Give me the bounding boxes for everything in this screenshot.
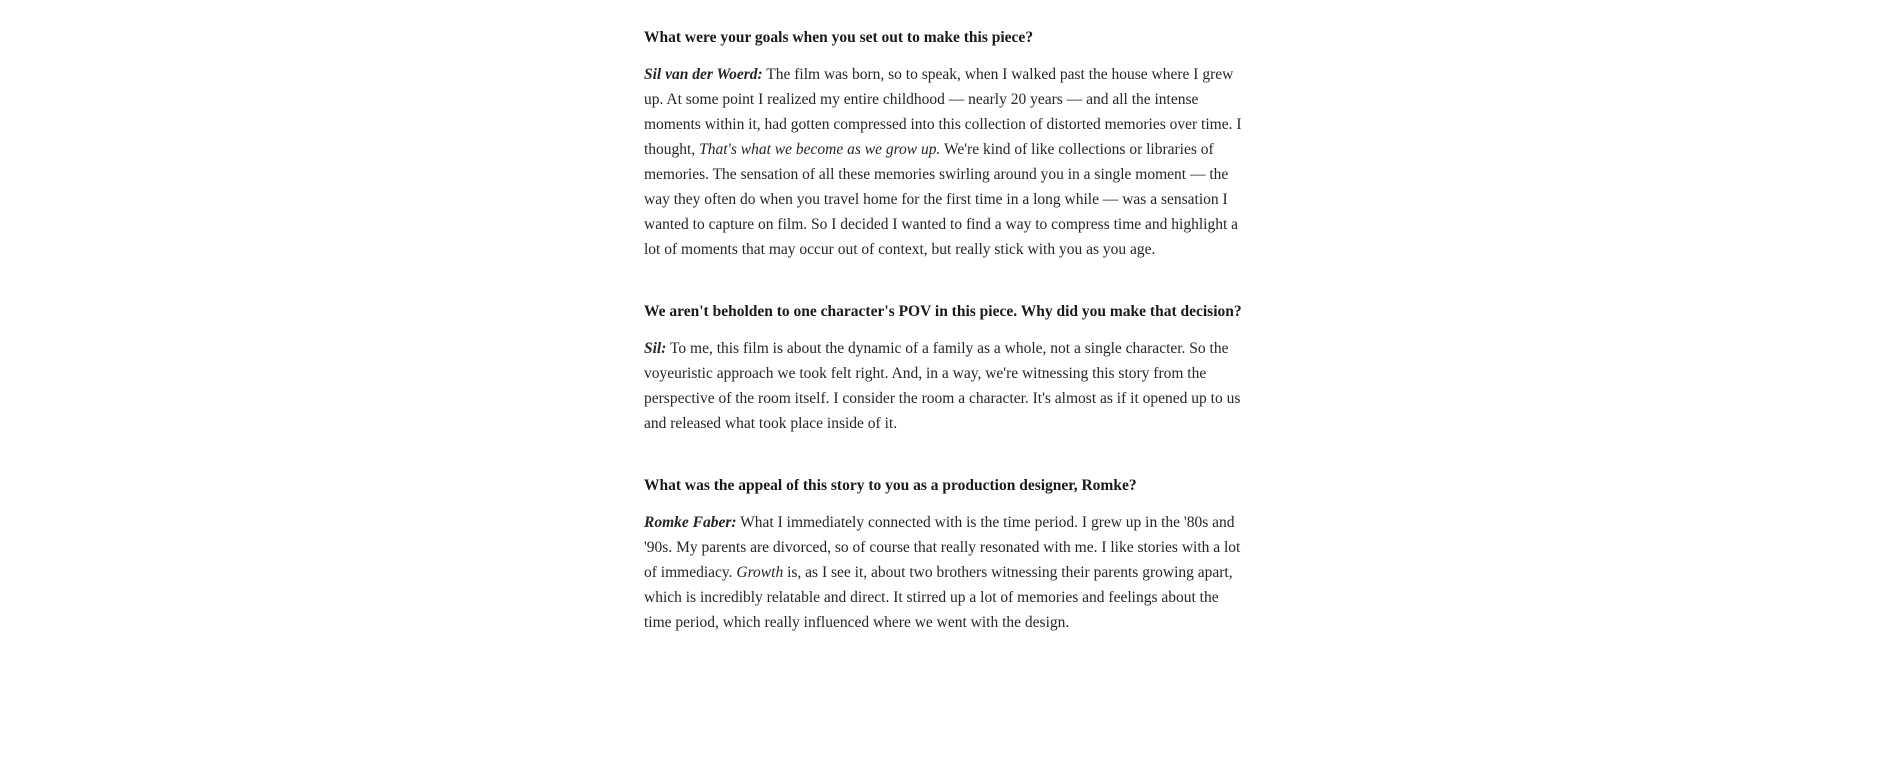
question-heading: What were your goals when you set out to make this piece? bbox=[644, 29, 1034, 46]
interview-section-pov bbox=[644, 300, 1248, 436]
answer-text: The film was born, so to speak, when I walked past the house where I grew up. At some point I realized my entire childhood — nearly 20 years — and all the intense moments within it, had gotten compressed into this collection of distorted memories over time. I thought, bbox=[644, 66, 1242, 158]
question-heading: We aren't beholden to one character's POV in this piece. Why did you make that decision? bbox=[644, 303, 1242, 320]
answer-text-italic: That's what we become as we grow up. bbox=[699, 141, 941, 158]
answer-paragraph bbox=[644, 510, 1248, 635]
speaker-name: Sil: bbox=[644, 340, 667, 357]
interview-section-goals bbox=[644, 26, 1248, 262]
interview-article bbox=[644, 26, 1248, 673]
answer-text: is, as I see it, about two brothers witnessing their parents growing apart, which is incredibly relatable and direct. It stirred up a lot of memories and feelings about the time period, which really influenced where we went with the design. bbox=[644, 564, 1233, 631]
answer-text: What I immediately connected with is the time period. I grew up in the '80s and '90s. My parents are divorced, so of course that really resonated with me. I like stories with a lot of immediacy. bbox=[644, 514, 1241, 581]
answer-paragraph bbox=[644, 336, 1248, 436]
answer-paragraph bbox=[644, 62, 1248, 262]
answer-text-italic: Growth bbox=[736, 564, 784, 581]
interview-section-production-design bbox=[644, 474, 1248, 635]
answer-text: To me, this film is about the dynamic of a family as a whole, not a single character. So the voyeuristic approach we took felt right. And, in a way, we're witnessing this story from the perspective of the room itself. I consider the room a character. It's almost as if it opened up to us and released what took place inside of it. bbox=[644, 340, 1241, 432]
speaker-name: Romke Faber: bbox=[644, 514, 737, 531]
answer-text: We're kind of like collections or libraries of memories. The sensation of all these memories swirling around you in a single moment — the way they often do when you travel home for the first time in a long while — was a sensation I wanted to capture on film. So I decided I wanted to find a way to compress time and highlight a lot of moments that may occur out of context, but really stick with you as you age. bbox=[644, 141, 1239, 258]
speaker-name: Sil van der Woerd: bbox=[644, 66, 763, 83]
question-heading: What was the appeal of this story to you as a production designer, Romke? bbox=[644, 477, 1137, 494]
